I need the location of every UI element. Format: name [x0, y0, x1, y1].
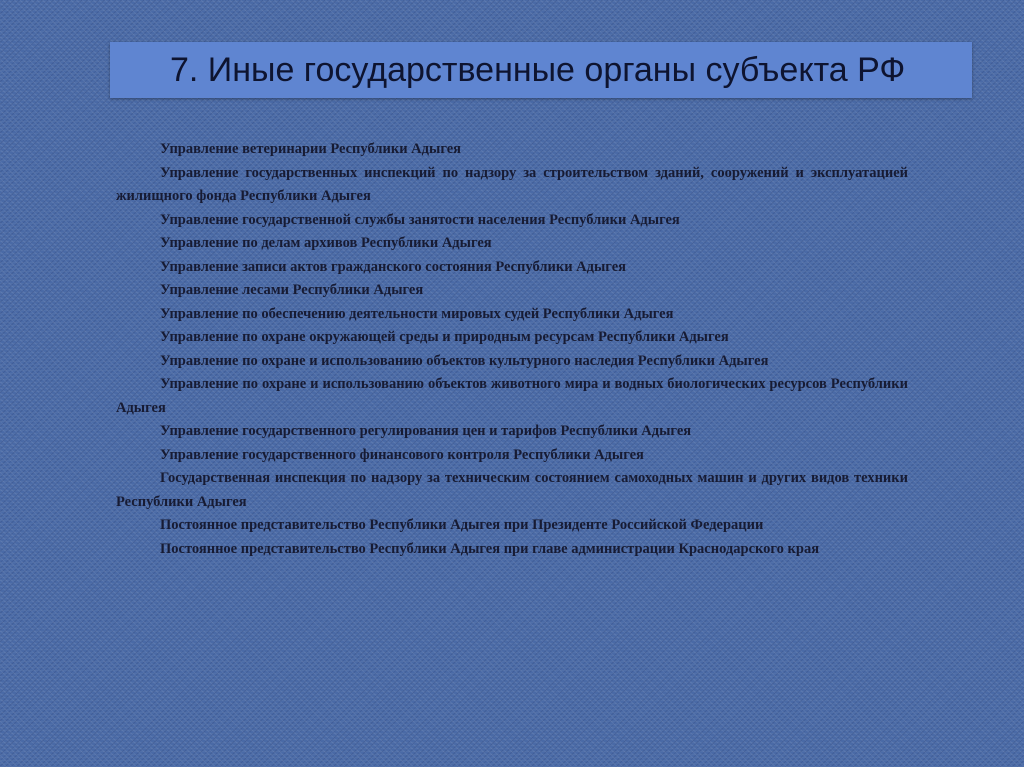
list-item: Постоянное представительство Республики Адыгея при Президенте Российской Федерации — [160, 517, 764, 533]
list-item: Управление по делам архивов Республики Адыгея — [160, 235, 492, 251]
agency-list — [116, 138, 908, 561]
title-bar — [110, 42, 972, 98]
list-item: Управление государственных инспекций по надзору за строительством зданий, сооружений и эксплуатацией жилищного фонда Республики Адыгея — [116, 164, 908, 204]
list-item: Управление государственной службы занятости населения Республики Адыгея — [160, 211, 680, 228]
slide-title: 7. Иные государственные органы субъекта РФ — [170, 51, 906, 89]
list-item: Управление по охране и использованию объектов культурного наследия Республики Адыгея — [160, 352, 769, 369]
list-item: Управление государственного регулирования цен и тарифов Республики Адыгея — [160, 423, 692, 439]
list-item: Управление по охране окружающей среды и природным ресурсам Республики Адыгея — [160, 329, 729, 345]
list-item: Государственная инспекция по надзору за техническим состоянием самоходных машин и других видов техники Республики Адыгея — [116, 470, 908, 510]
list-item: Управление лесами Республики Адыгея — [160, 282, 424, 298]
list-item: Управление ветеринарии Республики Адыгея — [160, 141, 461, 157]
list-item: Постоянное представительство Республики Адыгея при главе администрации Краснодарского края — [160, 540, 820, 557]
list-item: Управление по обеспечению деятельности мировых судей Республики Адыгея — [160, 305, 674, 322]
list-item: Управление по охране и использованию объектов животного мира и водных биологических ресурсов Республики Адыгея — [116, 376, 908, 416]
list-item: Управление государственного финансового контроля Республики Адыгея — [160, 446, 644, 463]
list-item: Управление записи актов гражданского состояния Республики Адыгея — [160, 258, 626, 275]
